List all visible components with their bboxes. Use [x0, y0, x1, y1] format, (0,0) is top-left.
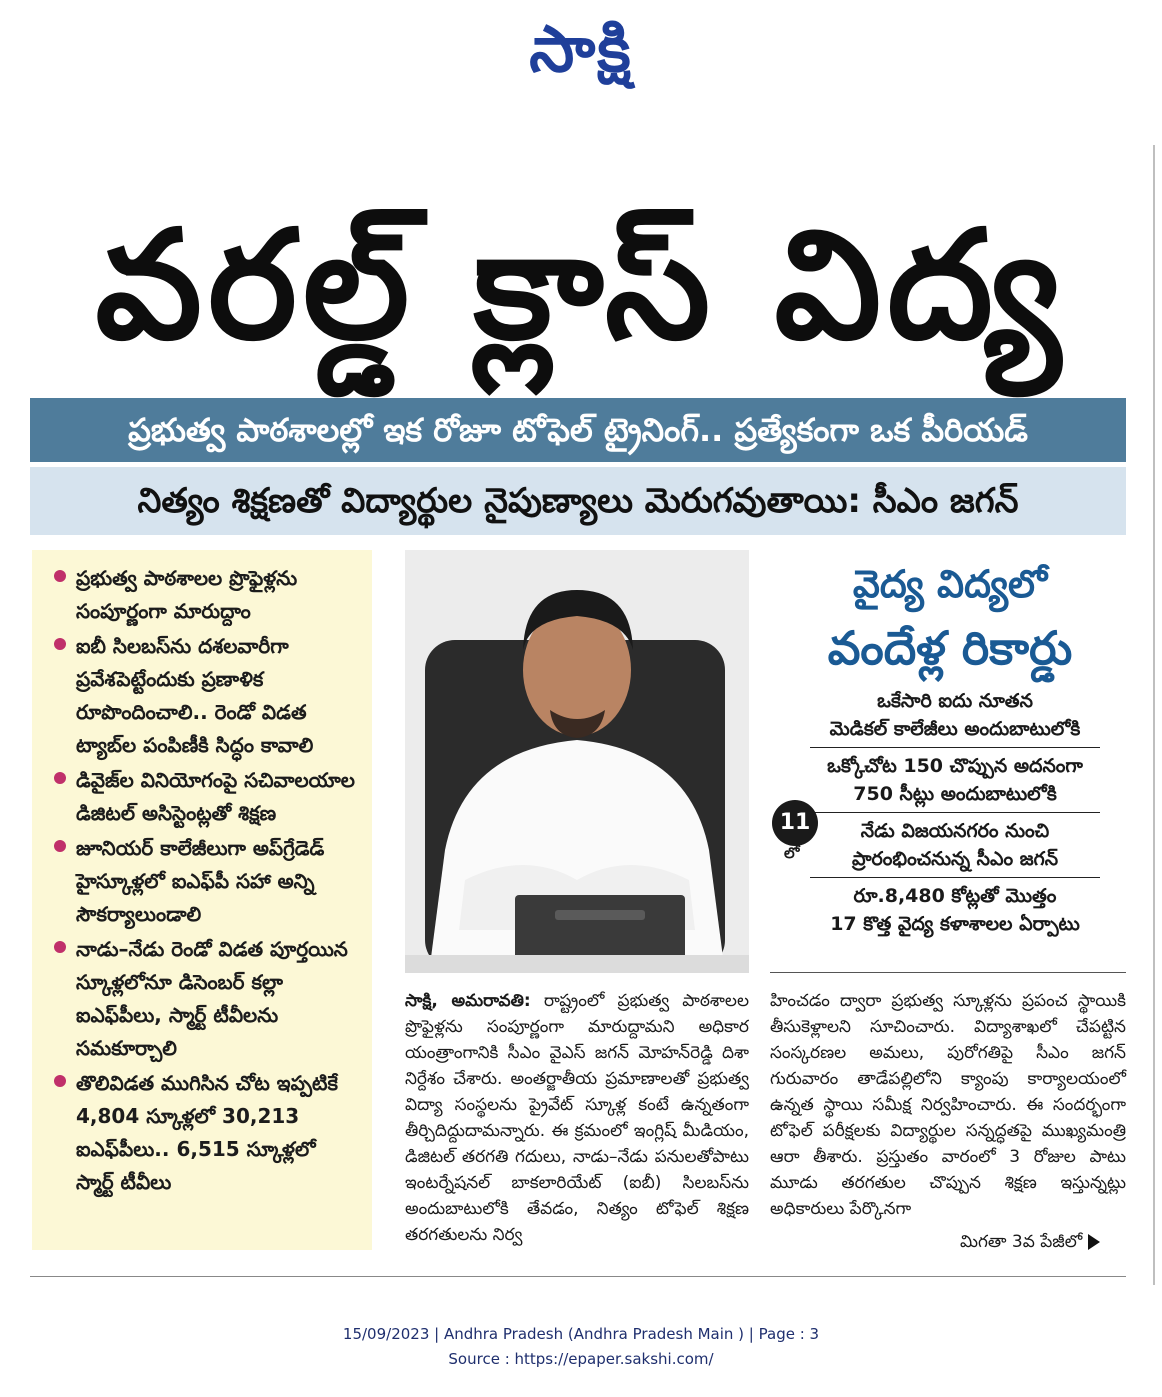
highlight-text: ప్రభుత్వ పాఠశాలల ప్రొఫైళ్లను సంపూర్ణంగా మారుద్దాం: [76, 566, 298, 623]
article-text-1: రాష్ట్రంలో ప్రభుత్వ పాఠశాలల ప్రొఫైళ్లను సంపూర్ణంగా మారుద్దామని అధికార యంత్రాంగానికి సీఎం వైఎస్ జగన్ మోహన్‌రెడ్డి దిశా నిర్దేశం చేశారు. అంతర్జాతీయ ప్రమాణాలతో ప్రభుత్వ విద్యా సంస్థలను ప్రైవేట్ స్కూళ్ల కంటే ఉన్నతంగా తీర్చిదిద్దుదామన్నారు. ఈ క్రమంలో ఇంగ్లిష్ మీడియం, డిజిటల్ తరగతి గదులు, నాడు–నేడు పనులతోపాటు ఇంటర్నేషనల్ బాకలారియేట్ (ఐబీ) సిలబస్‌ను అందుబాటులోకి తేవడం, నిత్యం టోఫెల్ శిక్షణ తరగతులను నిర్వ: [405, 991, 750, 1245]
bullet-dot-icon: [54, 1075, 66, 1087]
highlight-text: తొలివిడత ముగిసిన చోట ఇప్పటికే 4,804 స్కూళ్లలో 30,213 ఐఎఫ్‌పీలు.. 6,515 స్కూళ్లలో స్మార్ట్ టీవీలు: [76, 1071, 338, 1194]
play-arrow-icon: [1088, 1234, 1100, 1250]
masthead: [0, 8, 1162, 92]
highlight-item: [54, 933, 358, 1065]
highlights-list: [54, 562, 358, 1199]
highlight-item: [54, 630, 358, 762]
footer-edition: 15/09/2023 | Andhra Pradesh (Andhra Pradesh Main ) | Page : 3: [342, 1325, 820, 1343]
sidebar-title-line2: వందేళ్ల రికార్డు: [827, 621, 1073, 675]
highlight-text: జూనియర్ కాలేజీలుగా అప్‌గ్రేడెడ్ హైస్కూళ్లలో ఐఎఫ్‌పీ సహా అన్ని సౌకర్యాలుండాలి: [76, 836, 325, 926]
sidebar-fact-group: [810, 683, 1100, 748]
article-text-2: హించడం ద్వారా ప్రభుత్వ స్కూళ్లను ప్రపంచ స్థాయికి తీసుకెళ్లాలని సూచించారు. విద్యాశాఖలో చేపట్టిన సంస్కరణల అమలు, పురోగతిపై సీఎం జగన్ గురువారం తాడేపల్లిలోని క్యాంపు కార్యాలయంలో ఉన్నత స్థాయి సమీక్ష నిర్వహించారు. ఈ సందర్భంగా టోఫెల్ పరీక్షలకు విద్యార్థుల సన్నద్ధతపై ముఖ్యమంత్రి ఆరా తీశారు. ప్రస్తుతం వారంలో 3 రోజుల పాటు మూడు తరగతుల చొప్పున శిక్షణ ఇస్తున్నట్లు అధికారులు పేర్కొనగా: [770, 991, 1126, 1219]
sidebar-fact-line: 750 సీట్లు అందుబాటులోకి: [853, 783, 1057, 805]
highlight-item: [54, 832, 358, 931]
column-divider: [770, 972, 1126, 973]
article-column-1: [405, 988, 749, 1248]
highlight-text: ఐబీ సిలబస్‌ను దశలవారీగా ప్రవేశపెట్టేందుకు ప్రణాళిక రూపొందించాలి.. రెండో విడత ట్యాబ్‌ల పంపిణీకి సిద్ధం కావాలి: [76, 634, 314, 757]
sidebar-title-line1: వైద్య విద్యలో: [852, 562, 1048, 606]
sidebar-facts: [810, 683, 1100, 942]
sidebar-fact-line: ఒకేసారి ఐదు నూతన: [877, 690, 1033, 712]
newspaper-logo: సాక్షి: [529, 13, 633, 87]
highlight-text: డివైజ్‌ల వినియోగంపై సచివాలయాల డిజిటల్ అసిస్టెంట్లతో శిక్షణ: [76, 768, 355, 825]
sidebar-fact-line: మెడికల్ కాలేజీలు అందుబాటులోకి: [829, 718, 1081, 740]
highlights-box: [32, 550, 372, 1250]
subheading-secondary: నిత్యం శిక్షణతో విద్యార్థుల నైపుణ్యాలు మెరుగవుతాయి: సీఎం జగన్: [30, 467, 1126, 535]
sidebar-fact-line: రూ.8,480 కోట్లతో మొత్తం: [853, 885, 1057, 907]
bullet-dot-icon: [54, 941, 66, 953]
sidebar-fact-group: [810, 878, 1100, 942]
bullet-dot-icon: [54, 772, 66, 784]
page-edge: [1153, 145, 1155, 1285]
sidebar-fact-group: [810, 813, 1100, 878]
article-dateline: సాక్షి, అమరావతి:: [405, 991, 531, 1011]
sidebar-fact-line: నేడు విజయనగరం నుంచి: [860, 820, 1050, 842]
sidebar-fact-line: 17 కొత్త వైద్య కళాశాలల ఏర్పాటు: [830, 913, 1080, 935]
continued-text[interactable]: మిగతా 3వ పేజీలో: [960, 1232, 1083, 1252]
subheading-primary: ప్రభుత్వ పాఠశాలల్లో ఇక రోజూ టోఫెల్ ట్రైనింగ్.. ప్రత్యేకంగా ఒక పీరియడ్: [30, 398, 1126, 462]
photo-cm: [405, 550, 749, 973]
footer-source[interactable]: Source : https://epaper.sakshi.com/: [448, 1350, 714, 1368]
page-reference-badge: 11: [772, 800, 818, 846]
page-reference-suffix: లో: [784, 844, 800, 862]
sidebar-title: [770, 555, 1130, 683]
bullet-dot-icon: [54, 638, 66, 650]
bottom-divider: [30, 1276, 1126, 1277]
sidebar-fact-group: [810, 748, 1100, 813]
highlight-text: నాడు–నేడు రెండో విడత పూర్తయిన స్కూళ్లలోనూ డిసెంబర్ కల్లా ఐఎఫ్‌పీలు, స్మార్ట్ టీవీలను సమకూర్చాలి: [76, 937, 348, 1060]
highlight-item: [54, 562, 358, 628]
article-column-2: [770, 988, 1126, 1222]
sidebar-fact-line: ప్రారంభించనున్న సీఎం జగన్: [851, 848, 1059, 870]
highlight-item: [54, 764, 358, 830]
highlight-item: [54, 1067, 358, 1199]
photo-illustration: [405, 550, 749, 973]
bullet-dot-icon: [54, 840, 66, 852]
bullet-dot-icon: [54, 570, 66, 582]
continued-note[interactable]: [960, 1232, 1100, 1256]
main-headline: వరల్డ్ క్లాస్ విద్య: [95, 197, 1067, 373]
sidebar-fact-line: ఒక్కోచోట 150 చొప్పున అదనంగా: [827, 755, 1083, 777]
